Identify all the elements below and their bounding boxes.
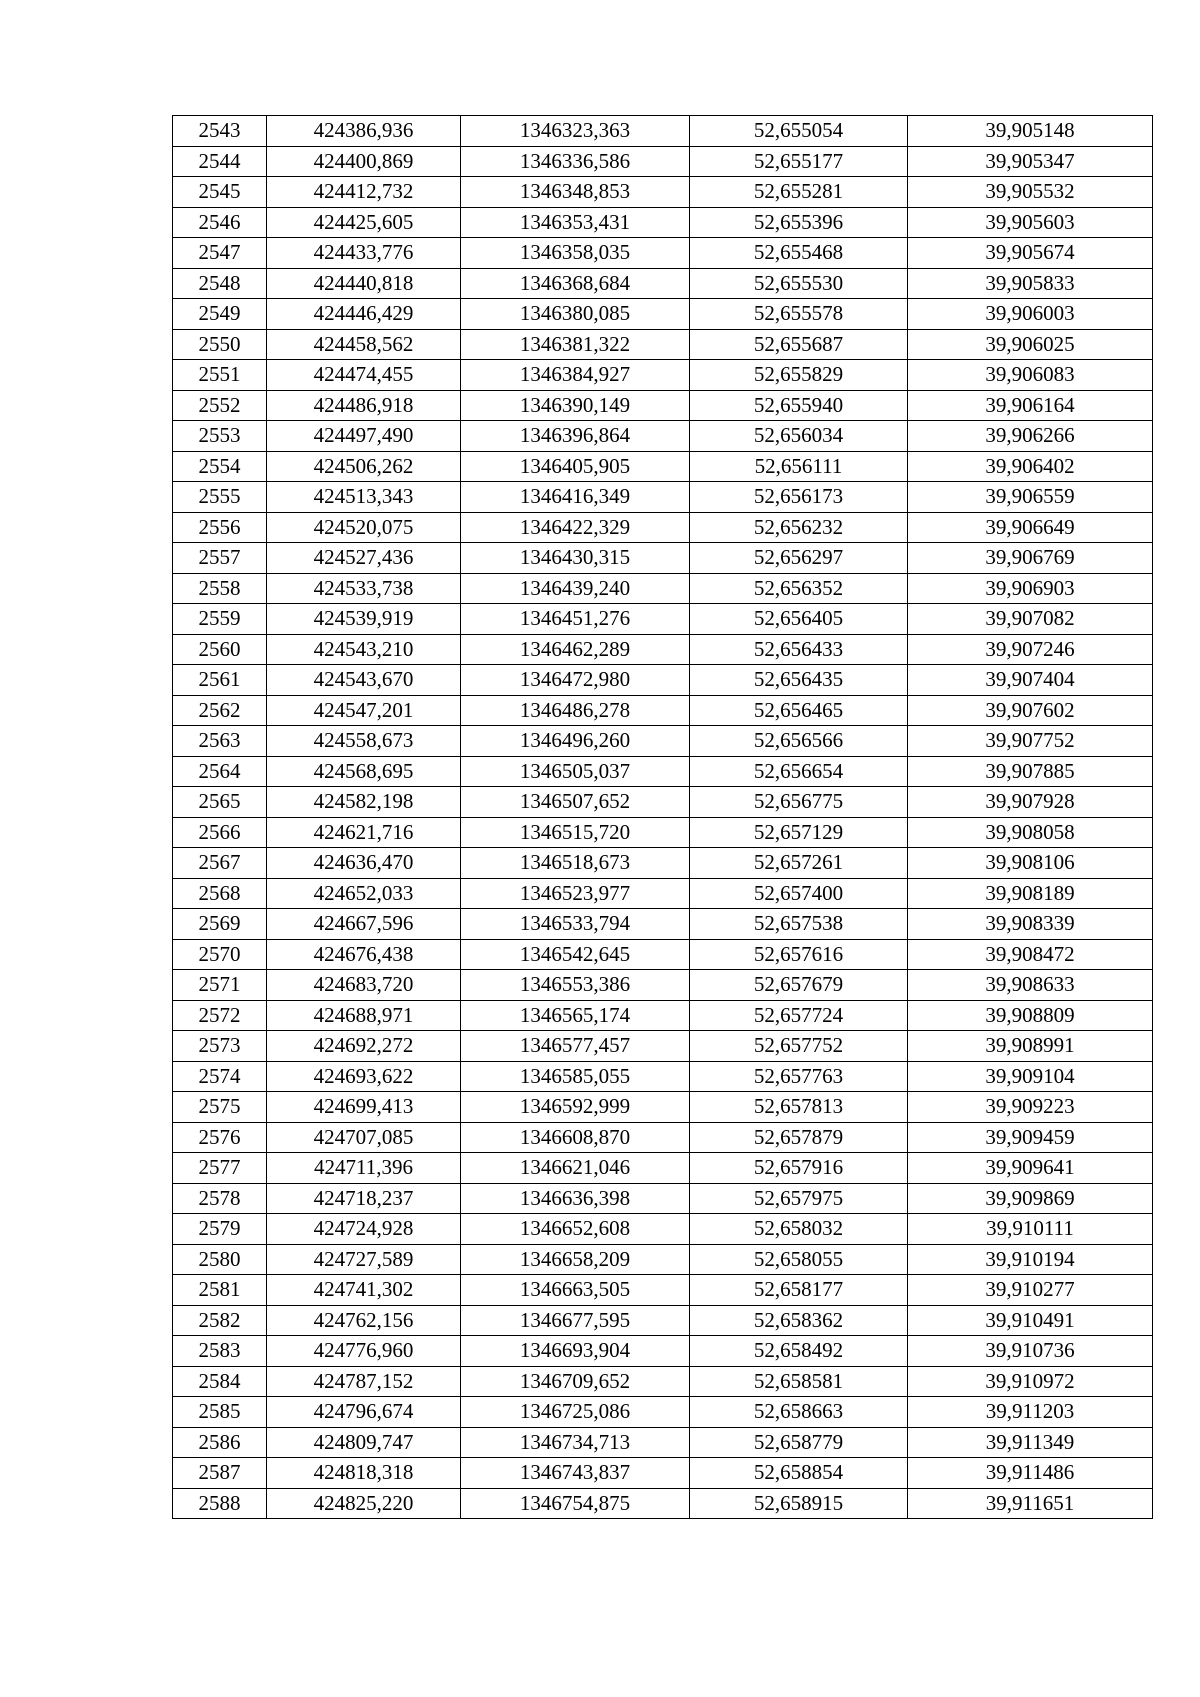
y-coordinate-cell: 1346384,927 — [461, 360, 690, 391]
latitude-cell: 52,658055 — [690, 1244, 908, 1275]
point-number-cell: 2585 — [173, 1397, 267, 1428]
point-number-cell: 2569 — [173, 909, 267, 940]
longitude-cell: 39,908189 — [908, 878, 1153, 909]
point-number-cell: 2562 — [173, 695, 267, 726]
table-row — [173, 604, 1153, 635]
point-number-cell: 2581 — [173, 1275, 267, 1306]
latitude-cell: 52,657724 — [690, 1000, 908, 1031]
table-row — [173, 116, 1153, 147]
latitude-cell: 52,658362 — [690, 1305, 908, 1336]
x-coordinate-cell: 424412,732 — [267, 177, 461, 208]
latitude-cell: 52,657879 — [690, 1122, 908, 1153]
y-coordinate-cell: 1346422,329 — [461, 512, 690, 543]
longitude-cell: 39,908991 — [908, 1031, 1153, 1062]
y-coordinate-cell: 1346462,289 — [461, 634, 690, 665]
table-row — [173, 146, 1153, 177]
y-coordinate-cell: 1346542,645 — [461, 939, 690, 970]
latitude-cell: 52,656232 — [690, 512, 908, 543]
point-number-cell: 2551 — [173, 360, 267, 391]
point-number-cell: 2568 — [173, 878, 267, 909]
latitude-cell: 52,658915 — [690, 1488, 908, 1519]
longitude-cell: 39,910111 — [908, 1214, 1153, 1245]
longitude-cell: 39,908339 — [908, 909, 1153, 940]
y-coordinate-cell: 1346348,853 — [461, 177, 690, 208]
y-coordinate-cell: 1346381,322 — [461, 329, 690, 360]
longitude-cell: 39,906266 — [908, 421, 1153, 452]
y-coordinate-cell: 1346405,905 — [461, 451, 690, 482]
table-row — [173, 1336, 1153, 1367]
table-row — [173, 512, 1153, 543]
y-coordinate-cell: 1346553,386 — [461, 970, 690, 1001]
point-number-cell: 2578 — [173, 1183, 267, 1214]
x-coordinate-cell: 424699,413 — [267, 1092, 461, 1123]
longitude-cell: 39,909641 — [908, 1153, 1153, 1184]
y-coordinate-cell: 1346396,864 — [461, 421, 690, 452]
longitude-cell: 39,905833 — [908, 268, 1153, 299]
table-row — [173, 848, 1153, 879]
table-row — [173, 299, 1153, 330]
latitude-cell: 52,657538 — [690, 909, 908, 940]
table-row — [173, 177, 1153, 208]
x-coordinate-cell: 424818,318 — [267, 1458, 461, 1489]
point-number-cell: 2575 — [173, 1092, 267, 1123]
x-coordinate-cell: 424667,596 — [267, 909, 461, 940]
x-coordinate-cell: 424440,818 — [267, 268, 461, 299]
longitude-cell: 39,905603 — [908, 207, 1153, 238]
latitude-cell: 52,657261 — [690, 848, 908, 879]
longitude-cell: 39,907404 — [908, 665, 1153, 696]
x-coordinate-cell: 424762,156 — [267, 1305, 461, 1336]
longitude-cell: 39,911651 — [908, 1488, 1153, 1519]
table-row — [173, 421, 1153, 452]
latitude-cell: 52,658032 — [690, 1214, 908, 1245]
point-number-cell: 2556 — [173, 512, 267, 543]
point-number-cell: 2565 — [173, 787, 267, 818]
point-number-cell: 2574 — [173, 1061, 267, 1092]
table-row — [173, 1214, 1153, 1245]
longitude-cell: 39,906649 — [908, 512, 1153, 543]
longitude-cell: 39,907082 — [908, 604, 1153, 635]
longitude-cell: 39,909869 — [908, 1183, 1153, 1214]
latitude-cell: 52,655578 — [690, 299, 908, 330]
y-coordinate-cell: 1346636,398 — [461, 1183, 690, 1214]
x-coordinate-cell: 424486,918 — [267, 390, 461, 421]
latitude-cell: 52,657813 — [690, 1092, 908, 1123]
y-coordinate-cell: 1346677,595 — [461, 1305, 690, 1336]
point-number-cell: 2571 — [173, 970, 267, 1001]
x-coordinate-cell: 424727,589 — [267, 1244, 461, 1275]
table-row — [173, 787, 1153, 818]
latitude-cell: 52,657763 — [690, 1061, 908, 1092]
y-coordinate-cell: 1346518,673 — [461, 848, 690, 879]
y-coordinate-cell: 1346577,457 — [461, 1031, 690, 1062]
point-number-cell: 2561 — [173, 665, 267, 696]
table-row — [173, 1031, 1153, 1062]
point-number-cell: 2550 — [173, 329, 267, 360]
longitude-cell: 39,907885 — [908, 756, 1153, 787]
latitude-cell: 52,656435 — [690, 665, 908, 696]
longitude-cell: 39,907602 — [908, 695, 1153, 726]
point-number-cell: 2552 — [173, 390, 267, 421]
longitude-cell: 39,907752 — [908, 726, 1153, 757]
longitude-cell: 39,905674 — [908, 238, 1153, 269]
table-row — [173, 1488, 1153, 1519]
y-coordinate-cell: 1346336,586 — [461, 146, 690, 177]
table-row — [173, 1397, 1153, 1428]
point-number-cell: 2584 — [173, 1366, 267, 1397]
latitude-cell: 52,655396 — [690, 207, 908, 238]
table-row — [173, 726, 1153, 757]
latitude-cell: 52,658581 — [690, 1366, 908, 1397]
latitude-cell: 52,657679 — [690, 970, 908, 1001]
point-number-cell: 2545 — [173, 177, 267, 208]
y-coordinate-cell: 1346734,713 — [461, 1427, 690, 1458]
longitude-cell: 39,906164 — [908, 390, 1153, 421]
longitude-cell: 39,906769 — [908, 543, 1153, 574]
table-row — [173, 238, 1153, 269]
y-coordinate-cell: 1346621,046 — [461, 1153, 690, 1184]
point-number-cell: 2587 — [173, 1458, 267, 1489]
y-coordinate-cell: 1346353,431 — [461, 207, 690, 238]
table-row — [173, 482, 1153, 513]
latitude-cell: 52,656034 — [690, 421, 908, 452]
table-row — [173, 756, 1153, 787]
point-number-cell: 2566 — [173, 817, 267, 848]
y-coordinate-cell: 1346608,870 — [461, 1122, 690, 1153]
x-coordinate-cell: 424707,085 — [267, 1122, 461, 1153]
longitude-cell: 39,908058 — [908, 817, 1153, 848]
table-row — [173, 1305, 1153, 1336]
table-row — [173, 543, 1153, 574]
y-coordinate-cell: 1346380,085 — [461, 299, 690, 330]
coordinates-table-body — [173, 116, 1153, 1519]
longitude-cell: 39,909459 — [908, 1122, 1153, 1153]
latitude-cell: 52,657616 — [690, 939, 908, 970]
y-coordinate-cell: 1346658,209 — [461, 1244, 690, 1275]
point-number-cell: 2559 — [173, 604, 267, 635]
longitude-cell: 39,906083 — [908, 360, 1153, 391]
y-coordinate-cell: 1346323,363 — [461, 116, 690, 147]
x-coordinate-cell: 424513,343 — [267, 482, 461, 513]
x-coordinate-cell: 424533,738 — [267, 573, 461, 604]
longitude-cell: 39,910491 — [908, 1305, 1153, 1336]
y-coordinate-cell: 1346430,315 — [461, 543, 690, 574]
table-row — [173, 1275, 1153, 1306]
coordinates-table — [172, 115, 1153, 1519]
longitude-cell: 39,906903 — [908, 573, 1153, 604]
x-coordinate-cell: 424796,674 — [267, 1397, 461, 1428]
latitude-cell: 52,658663 — [690, 1397, 908, 1428]
longitude-cell: 39,910972 — [908, 1366, 1153, 1397]
latitude-cell: 52,657975 — [690, 1183, 908, 1214]
point-number-cell: 2576 — [173, 1122, 267, 1153]
latitude-cell: 52,656433 — [690, 634, 908, 665]
table-row — [173, 1092, 1153, 1123]
x-coordinate-cell: 424711,396 — [267, 1153, 461, 1184]
y-coordinate-cell: 1346565,174 — [461, 1000, 690, 1031]
latitude-cell: 52,656775 — [690, 787, 908, 818]
point-number-cell: 2564 — [173, 756, 267, 787]
point-number-cell: 2572 — [173, 1000, 267, 1031]
y-coordinate-cell: 1346725,086 — [461, 1397, 690, 1428]
longitude-cell: 39,906402 — [908, 451, 1153, 482]
latitude-cell: 52,655054 — [690, 116, 908, 147]
longitude-cell: 39,908472 — [908, 939, 1153, 970]
latitude-cell: 52,655687 — [690, 329, 908, 360]
longitude-cell: 39,905148 — [908, 116, 1153, 147]
point-number-cell: 2563 — [173, 726, 267, 757]
point-number-cell: 2553 — [173, 421, 267, 452]
latitude-cell: 52,658177 — [690, 1275, 908, 1306]
table-row — [173, 268, 1153, 299]
longitude-cell: 39,909223 — [908, 1092, 1153, 1123]
table-row — [173, 1122, 1153, 1153]
table-row — [173, 1427, 1153, 1458]
y-coordinate-cell: 1346754,875 — [461, 1488, 690, 1519]
table-row — [173, 1244, 1153, 1275]
y-coordinate-cell: 1346358,035 — [461, 238, 690, 269]
latitude-cell: 52,657752 — [690, 1031, 908, 1062]
y-coordinate-cell: 1346390,149 — [461, 390, 690, 421]
longitude-cell: 39,908809 — [908, 1000, 1153, 1031]
y-coordinate-cell: 1346486,278 — [461, 695, 690, 726]
point-number-cell: 2570 — [173, 939, 267, 970]
x-coordinate-cell: 424558,673 — [267, 726, 461, 757]
table-row — [173, 207, 1153, 238]
point-number-cell: 2549 — [173, 299, 267, 330]
point-number-cell: 2546 — [173, 207, 267, 238]
point-number-cell: 2548 — [173, 268, 267, 299]
table-row — [173, 451, 1153, 482]
table-row — [173, 390, 1153, 421]
x-coordinate-cell: 424652,033 — [267, 878, 461, 909]
point-number-cell: 2573 — [173, 1031, 267, 1062]
longitude-cell: 39,910194 — [908, 1244, 1153, 1275]
point-number-cell: 2577 — [173, 1153, 267, 1184]
longitude-cell: 39,905532 — [908, 177, 1153, 208]
y-coordinate-cell: 1346496,260 — [461, 726, 690, 757]
x-coordinate-cell: 424400,869 — [267, 146, 461, 177]
x-coordinate-cell: 424692,272 — [267, 1031, 461, 1062]
y-coordinate-cell: 1346533,794 — [461, 909, 690, 940]
y-coordinate-cell: 1346743,837 — [461, 1458, 690, 1489]
longitude-cell: 39,909104 — [908, 1061, 1153, 1092]
x-coordinate-cell: 424547,201 — [267, 695, 461, 726]
x-coordinate-cell: 424497,490 — [267, 421, 461, 452]
table-row — [173, 1153, 1153, 1184]
longitude-cell: 39,911486 — [908, 1458, 1153, 1489]
x-coordinate-cell: 424506,262 — [267, 451, 461, 482]
x-coordinate-cell: 424543,670 — [267, 665, 461, 696]
x-coordinate-cell: 424787,152 — [267, 1366, 461, 1397]
x-coordinate-cell: 424527,436 — [267, 543, 461, 574]
point-number-cell: 2579 — [173, 1214, 267, 1245]
table-row — [173, 634, 1153, 665]
y-coordinate-cell: 1346505,037 — [461, 756, 690, 787]
table-row — [173, 1061, 1153, 1092]
latitude-cell: 52,655468 — [690, 238, 908, 269]
latitude-cell: 52,656111 — [690, 451, 908, 482]
longitude-cell: 39,906025 — [908, 329, 1153, 360]
longitude-cell: 39,910736 — [908, 1336, 1153, 1367]
point-number-cell: 2554 — [173, 451, 267, 482]
point-number-cell: 2558 — [173, 573, 267, 604]
latitude-cell: 52,655829 — [690, 360, 908, 391]
y-coordinate-cell: 1346439,240 — [461, 573, 690, 604]
point-number-cell: 2586 — [173, 1427, 267, 1458]
latitude-cell: 52,658779 — [690, 1427, 908, 1458]
latitude-cell: 52,658492 — [690, 1336, 908, 1367]
x-coordinate-cell: 424539,919 — [267, 604, 461, 635]
x-coordinate-cell: 424683,720 — [267, 970, 461, 1001]
y-coordinate-cell: 1346416,349 — [461, 482, 690, 513]
y-coordinate-cell: 1346592,999 — [461, 1092, 690, 1123]
point-number-cell: 2567 — [173, 848, 267, 879]
x-coordinate-cell: 424676,438 — [267, 939, 461, 970]
y-coordinate-cell: 1346709,652 — [461, 1366, 690, 1397]
y-coordinate-cell: 1346515,720 — [461, 817, 690, 848]
y-coordinate-cell: 1346652,608 — [461, 1214, 690, 1245]
point-number-cell: 2582 — [173, 1305, 267, 1336]
y-coordinate-cell: 1346585,055 — [461, 1061, 690, 1092]
latitude-cell: 52,655177 — [690, 146, 908, 177]
latitude-cell: 52,655281 — [690, 177, 908, 208]
x-coordinate-cell: 424693,622 — [267, 1061, 461, 1092]
latitude-cell: 52,656654 — [690, 756, 908, 787]
x-coordinate-cell: 424636,470 — [267, 848, 461, 879]
latitude-cell: 52,656297 — [690, 543, 908, 574]
y-coordinate-cell: 1346693,904 — [461, 1336, 690, 1367]
x-coordinate-cell: 424543,210 — [267, 634, 461, 665]
point-number-cell: 2583 — [173, 1336, 267, 1367]
longitude-cell: 39,906003 — [908, 299, 1153, 330]
point-number-cell: 2557 — [173, 543, 267, 574]
table-row — [173, 1458, 1153, 1489]
latitude-cell: 52,657129 — [690, 817, 908, 848]
latitude-cell: 52,656405 — [690, 604, 908, 635]
y-coordinate-cell: 1346451,276 — [461, 604, 690, 635]
x-coordinate-cell: 424425,605 — [267, 207, 461, 238]
longitude-cell: 39,910277 — [908, 1275, 1153, 1306]
y-coordinate-cell: 1346523,977 — [461, 878, 690, 909]
point-number-cell: 2580 — [173, 1244, 267, 1275]
latitude-cell: 52,657400 — [690, 878, 908, 909]
table-row — [173, 360, 1153, 391]
table-row — [173, 665, 1153, 696]
longitude-cell: 39,911349 — [908, 1427, 1153, 1458]
table-row — [173, 1000, 1153, 1031]
longitude-cell: 39,908106 — [908, 848, 1153, 879]
x-coordinate-cell: 424825,220 — [267, 1488, 461, 1519]
point-number-cell: 2560 — [173, 634, 267, 665]
latitude-cell: 52,656173 — [690, 482, 908, 513]
x-coordinate-cell: 424474,455 — [267, 360, 461, 391]
point-number-cell: 2547 — [173, 238, 267, 269]
latitude-cell: 52,655940 — [690, 390, 908, 421]
table-row — [173, 1366, 1153, 1397]
longitude-cell: 39,911203 — [908, 1397, 1153, 1428]
x-coordinate-cell: 424688,971 — [267, 1000, 461, 1031]
y-coordinate-cell: 1346663,505 — [461, 1275, 690, 1306]
x-coordinate-cell: 424458,562 — [267, 329, 461, 360]
x-coordinate-cell: 424433,776 — [267, 238, 461, 269]
latitude-cell: 52,656566 — [690, 726, 908, 757]
y-coordinate-cell: 1346507,652 — [461, 787, 690, 818]
x-coordinate-cell: 424446,429 — [267, 299, 461, 330]
x-coordinate-cell: 424809,747 — [267, 1427, 461, 1458]
table-row — [173, 939, 1153, 970]
x-coordinate-cell: 424386,936 — [267, 116, 461, 147]
table-row — [173, 817, 1153, 848]
longitude-cell: 39,907246 — [908, 634, 1153, 665]
latitude-cell: 52,658854 — [690, 1458, 908, 1489]
point-number-cell: 2544 — [173, 146, 267, 177]
longitude-cell: 39,905347 — [908, 146, 1153, 177]
point-number-cell: 2588 — [173, 1488, 267, 1519]
latitude-cell: 52,657916 — [690, 1153, 908, 1184]
x-coordinate-cell: 424621,716 — [267, 817, 461, 848]
x-coordinate-cell: 424520,075 — [267, 512, 461, 543]
point-number-cell: 2555 — [173, 482, 267, 513]
x-coordinate-cell: 424741,302 — [267, 1275, 461, 1306]
x-coordinate-cell: 424568,695 — [267, 756, 461, 787]
x-coordinate-cell: 424776,960 — [267, 1336, 461, 1367]
longitude-cell: 39,908633 — [908, 970, 1153, 1001]
table-row — [173, 1183, 1153, 1214]
latitude-cell: 52,656352 — [690, 573, 908, 604]
table-row — [173, 573, 1153, 604]
table-row — [173, 329, 1153, 360]
y-coordinate-cell: 1346368,684 — [461, 268, 690, 299]
table-row — [173, 909, 1153, 940]
latitude-cell: 52,655530 — [690, 268, 908, 299]
table-row — [173, 970, 1153, 1001]
table-row — [173, 695, 1153, 726]
y-coordinate-cell: 1346472,980 — [461, 665, 690, 696]
x-coordinate-cell: 424724,928 — [267, 1214, 461, 1245]
longitude-cell: 39,906559 — [908, 482, 1153, 513]
table-row — [173, 878, 1153, 909]
longitude-cell: 39,907928 — [908, 787, 1153, 818]
x-coordinate-cell: 424582,198 — [267, 787, 461, 818]
latitude-cell: 52,656465 — [690, 695, 908, 726]
x-coordinate-cell: 424718,237 — [267, 1183, 461, 1214]
point-number-cell: 2543 — [173, 116, 267, 147]
